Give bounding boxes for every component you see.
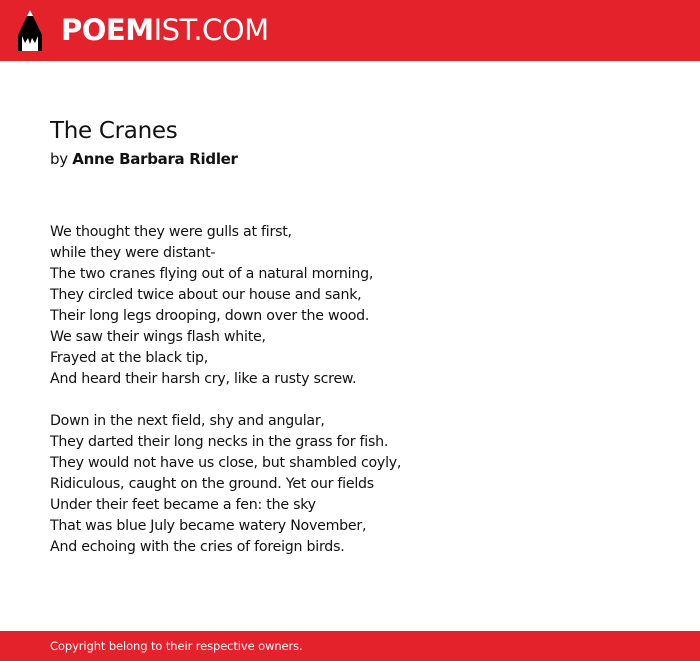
site-header — [0, 0, 700, 61]
poem-line: while they were distant- — [50, 245, 216, 261]
poem-body — [50, 222, 650, 558]
poem-line: They circled twice about our house and sank, — [50, 287, 362, 303]
poem-line: Their long legs drooping, down over the wood. — [50, 308, 370, 324]
logo-text-bold: POEM — [61, 13, 154, 47]
poem-byline — [50, 148, 650, 170]
site-footer — [0, 631, 700, 661]
by-label: by — [50, 150, 68, 168]
poem-line: They would not have us close, but shambled coyly, — [50, 455, 402, 471]
poem-line: Under their feet became a fen: the sky — [50, 497, 316, 513]
pencil-icon[interactable] — [18, 10, 42, 51]
poem-line: We thought they were gulls at first, — [50, 224, 292, 240]
copyright-text: Copyright belong to their respective owners. — [50, 639, 303, 653]
poem-line: We saw their wings flash white, — [50, 329, 266, 345]
poem-author: Anne Barbara Ridler — [72, 150, 238, 168]
stanza — [50, 222, 650, 390]
poem-content — [50, 114, 650, 579]
poem-line: And echoing with the cries of foreign birds. — [50, 539, 345, 555]
site-logo[interactable] — [61, 12, 269, 48]
stanza — [50, 411, 650, 558]
logo-text-light: IST.COM — [153, 13, 269, 47]
poem-line: And heard their harsh cry, like a rusty screw. — [50, 371, 357, 387]
poem-line: Down in the next field, shy and angular, — [50, 413, 325, 429]
poem-line: They darted their long necks in the grass for fish. — [50, 434, 389, 450]
poem-line: Ridiculous, caught on the ground. Yet our fields — [50, 476, 374, 492]
poem-line: Frayed at the black tip, — [50, 350, 209, 366]
poem-line: That was blue July became watery November, — [50, 518, 367, 534]
poem-line: The two cranes flying out of a natural morning, — [50, 266, 374, 282]
poem-title: The Cranes — [50, 118, 178, 144]
